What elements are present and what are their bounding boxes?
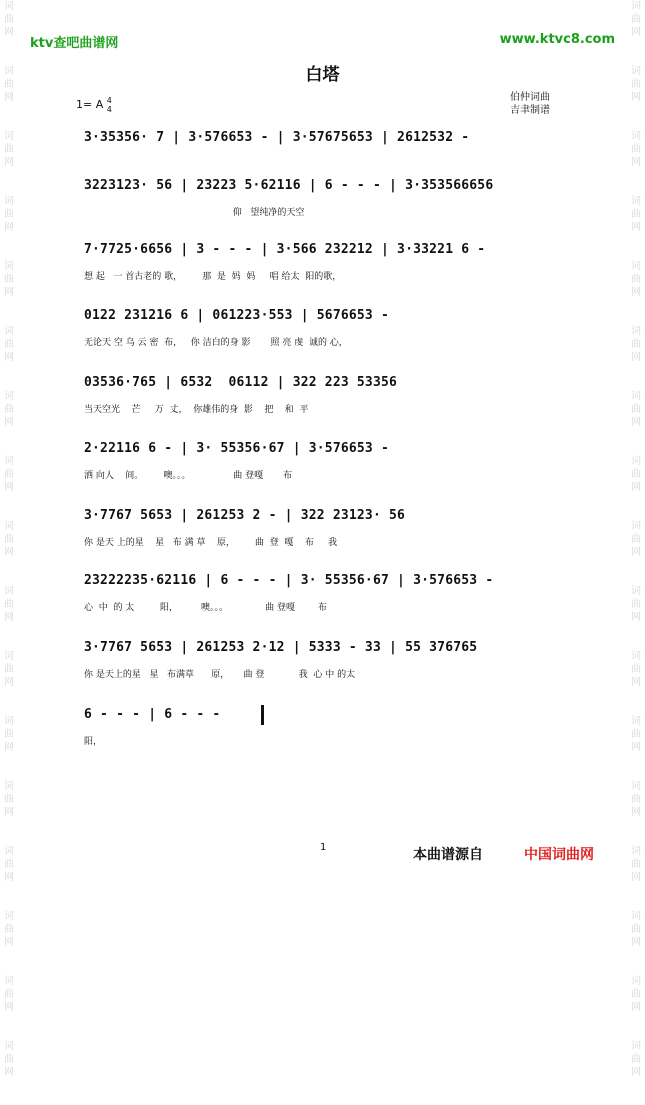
- brand-right[interactable]: www.ktvc8.com: [499, 32, 615, 47]
- watermark-text: 词 曲 网: [631, 911, 641, 948]
- watermark-text: 词 曲 网: [4, 651, 14, 688]
- credit-score: 吉聿制谱: [510, 105, 550, 116]
- lyric: 洒 向人 间。 噢。。。 曲 登嘎 布: [84, 471, 293, 481]
- stave-line-10: [84, 707, 566, 747]
- key-signature: [76, 96, 112, 114]
- lyric: 阳，: [84, 737, 103, 747]
- watermark-text: 词 曲 网: [4, 976, 14, 1013]
- watermark-text: 词 曲 网: [631, 651, 641, 688]
- notation: 7·7725·6656 | 3 - - - | 3·566 232212 | 3·33221 6 -: [84, 242, 486, 257]
- watermark-text: 词 曲 网: [4, 521, 14, 558]
- stave-line-3: [84, 242, 566, 282]
- watermark-text: 词 曲 网: [4, 131, 14, 168]
- notation: 2·22116 6 - | 3· 55356·67 | 3·576653 -: [84, 441, 390, 456]
- stave-line-6: [84, 441, 566, 481]
- watermark-left: [2, 0, 16, 1105]
- lyric: 你 是天 上的星 星 布 满 草 原， 曲 登 嘎 布 我: [84, 538, 338, 548]
- stave-line-9: [84, 640, 566, 680]
- final-barline: [261, 705, 264, 725]
- lyric: 仰 望纯净的天空: [84, 208, 305, 218]
- notation: 6 - - - | 6 - - -: [84, 707, 221, 722]
- watermark-right: [629, 0, 643, 1105]
- watermark-text: 词 曲 网: [631, 456, 641, 493]
- lyric: 心 中 的 太 阳， 噢。。。 曲 登嘎 布: [84, 603, 327, 613]
- watermark-text: 词 曲 网: [4, 1041, 14, 1078]
- notation: 23222235·62116 | 6 - - - | 3· 55356·67 | 3·576653 -: [84, 573, 494, 588]
- song-title: 白塔: [305, 65, 340, 85]
- notation: 0122 231216 6 | 061223·553 | 5676653 -: [84, 308, 390, 323]
- notation: 3·7767 5653 | 261253 2 - | 322 23123· 56: [84, 508, 406, 523]
- notation: 3·7767 5653 | 261253 2·12 | 5333 - 33 | 55 376765: [84, 640, 478, 655]
- key-label: 1= A: [76, 98, 104, 111]
- watermark-text: 词 曲 网: [631, 521, 641, 558]
- watermark-text: 词 曲 网: [4, 196, 14, 233]
- lyric: 当天空光 芒 万 丈， 你雄伟的身 影 把 和 平: [84, 405, 309, 415]
- source-label: 本曲谱源自: [413, 847, 483, 863]
- watermark-text: 词 曲 网: [4, 261, 14, 298]
- source-site-link[interactable]: 中国词曲网: [524, 847, 594, 863]
- watermark-text: 词 曲 网: [4, 326, 14, 363]
- watermark-text: 词 曲 网: [631, 196, 641, 233]
- watermark-text: 词 曲 网: [631, 976, 641, 1013]
- watermark-text: 词 曲 网: [631, 261, 641, 298]
- watermark-text: 词 曲 网: [631, 66, 641, 103]
- time-signature: [107, 96, 112, 114]
- stave-line-2: [84, 178, 566, 218]
- stave-line-5: [84, 375, 566, 415]
- stave-line-8: [84, 573, 566, 613]
- watermark-text: 词 曲 网: [631, 326, 641, 363]
- watermark-text: 词 曲 网: [631, 131, 641, 168]
- watermark-text: 词 曲 网: [631, 1, 641, 38]
- watermark-text: 词 曲 网: [4, 586, 14, 623]
- watermark-text: 词 曲 网: [4, 66, 14, 103]
- watermark-text: 词 曲 网: [4, 391, 14, 428]
- credit-lyrics: 伯仲词曲: [510, 92, 550, 103]
- watermark-text: 词 曲 网: [4, 911, 14, 948]
- notation: 3223123· 56 | 23223 5·62116 | 6 - - - | 3·353566656: [84, 178, 494, 193]
- brand-left[interactable]: ktv查吧曲谱网: [30, 36, 119, 51]
- watermark-text: 词 曲 网: [4, 781, 14, 818]
- lyric: 你 是天上的星 星 布满草 原， 曲 登 我 心 中 的太: [84, 670, 356, 680]
- stave-line-7: [84, 508, 566, 548]
- lyric: 想 起 一 首古老的 歌， 那 是 妈 妈 唱 给太 阳的歌，: [84, 272, 342, 282]
- lyric: 无论天 空 乌 云 密 布， 你 洁白的身 影 照 亮 虔 诚的 心，: [84, 338, 348, 348]
- watermark-text: 词 曲 网: [4, 716, 14, 753]
- time-top: 4: [106, 96, 112, 105]
- time-bottom: 4: [106, 105, 112, 114]
- notation: 03536·765 | 6532 06112 | 322 223 53356: [84, 375, 398, 390]
- stave-line-4: [84, 308, 566, 348]
- stave-line-1: [84, 130, 566, 170]
- watermark-text: 词 曲 网: [4, 846, 14, 883]
- watermark-text: 词 曲 网: [631, 391, 641, 428]
- watermark-text: 词 曲 网: [631, 716, 641, 753]
- watermark-text: 词 曲 网: [4, 1, 14, 38]
- watermark-text: 词 曲 网: [631, 1041, 641, 1078]
- watermark-text: 词 曲 网: [631, 781, 641, 818]
- watermark-text: 词 曲 网: [4, 456, 14, 493]
- watermark-text: 词 曲 网: [631, 846, 641, 883]
- watermark-text: 词 曲 网: [631, 586, 641, 623]
- page-number: 1: [320, 842, 327, 853]
- notation: 3·35356· 7 | 3·576653 - | 3·57675653 | 2612532 -: [84, 130, 470, 145]
